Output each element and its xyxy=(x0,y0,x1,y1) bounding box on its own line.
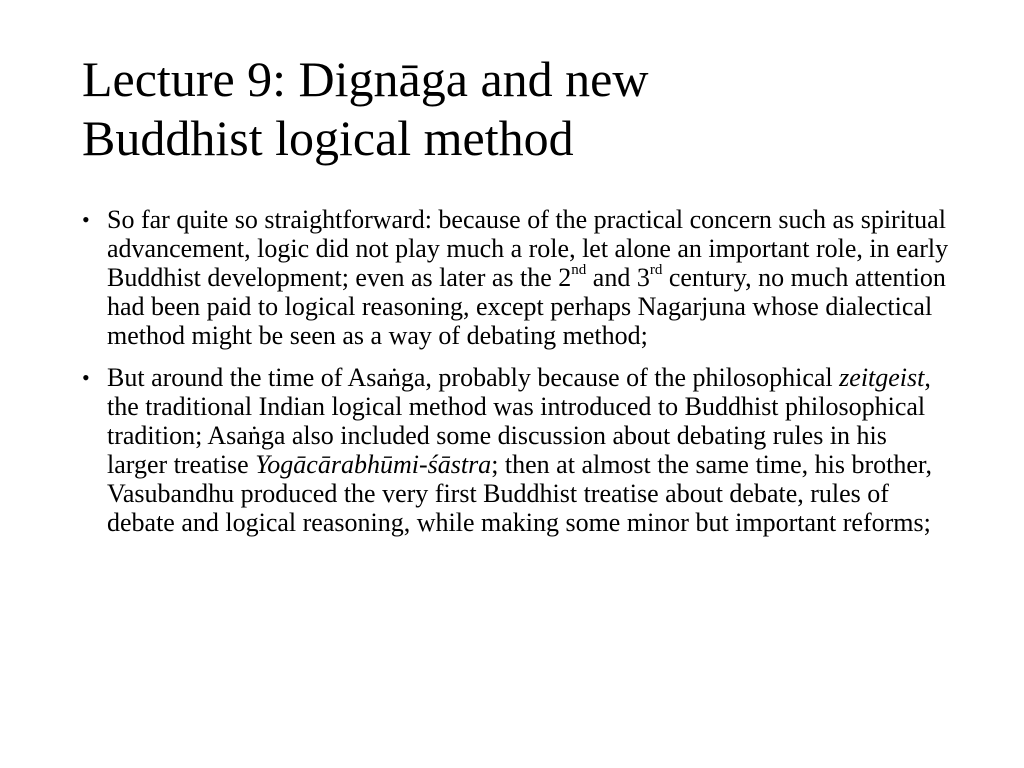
italic-term: Yogācārabhūmi-śāstra xyxy=(255,450,492,479)
bullet-text xyxy=(107,205,948,350)
bullet-symbol: • xyxy=(82,207,90,232)
bullet-symbol: • xyxy=(82,365,90,390)
slide-title xyxy=(82,50,982,168)
italic-term: zeitgeist xyxy=(839,363,925,392)
bullet-text-segment: and 3 xyxy=(586,263,650,292)
bullet-item xyxy=(82,205,952,350)
superscript-ordinal: rd xyxy=(649,262,663,279)
bullet-list xyxy=(82,205,982,550)
bullet-item xyxy=(82,363,952,537)
bullet-text-segment: ; then at almost the same time, his brother, Vasubandhu produced the very first Buddhist treatise about debate, rules of debate and logical reasoning, while making some minor but important reforms; xyxy=(107,450,933,537)
bullet-text-segment: century, no much attention had been paid to logical reasoning, except perhaps Nagarjuna whose dialectical method might be seen as a way of debating method; xyxy=(107,263,946,350)
bullet-text-segment: So far quite so straightforward: because of the practical concern such as spiritual advancement, logic did not play much a role, let alone an important role, in early Buddhist development; even as later as the 2 xyxy=(107,205,949,292)
superscript-ordinal: nd xyxy=(571,262,587,279)
bullet-text-segment: But around the time of Asaṅga, probably because of the philosophical xyxy=(107,363,840,392)
bullet-text-segment: , the traditional Indian logical method was introduced to Buddhist philosophical tradition; Asaṅga also included some discussion about debating rules in his larger treatise xyxy=(107,363,931,479)
title-line-1: Lecture 9: Dignāga and new xyxy=(82,51,649,107)
title-line-2: Buddhist logical method xyxy=(82,110,574,166)
bullet-text xyxy=(107,363,932,537)
